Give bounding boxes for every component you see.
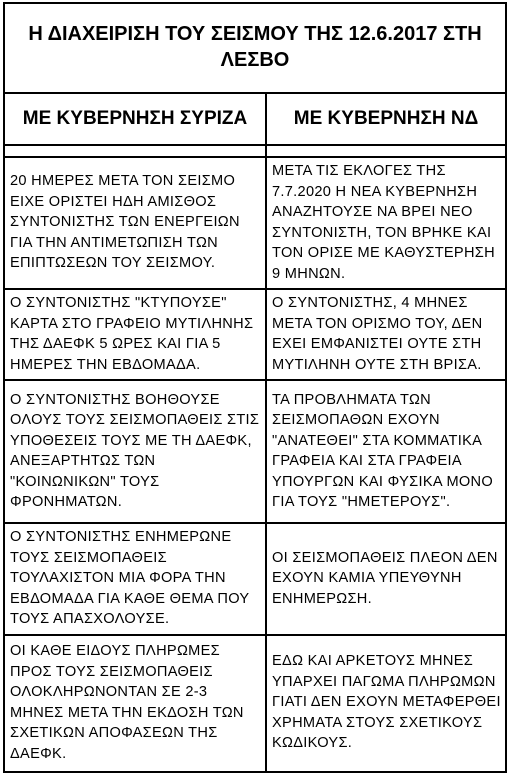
spacer-row xyxy=(4,145,506,157)
header-row xyxy=(4,93,506,145)
comparison-table xyxy=(3,2,507,773)
cell-syriza xyxy=(4,635,266,772)
spacer-cell-left xyxy=(4,145,266,157)
cell-text: Ο ΣΥΝΤΟΝΙΣΤΗΣ ΕΝΗΜΕΡΩΝΕ ΤΟΥΣ ΣΕΙΣΜΟΠΑΘΕΙΣ ΤΟΥΛΑΧΙΣΤΟΝ ΜΙΑ ΦΟΡΑ ΤΗΝ ΕΒΔΟΜΑΔΑ ΓΙΑ ΚΑΘΕ ΘΕΜΑ ΠΟΥ ΤΟΥΣ ΑΠΑΣΧΟΛΟΥΣΕ. xyxy=(10,529,250,627)
column-header-syriza: ΜΕ ΚΥΒΕΡΝΗΣΗ ΣΥΡΙΖΑ xyxy=(4,93,266,145)
cell-syriza xyxy=(4,523,266,635)
table-row xyxy=(4,635,506,772)
cell-syriza xyxy=(4,289,266,380)
cell-text: ΜΕΤΑ ΤΙΣ ΕΚΛΟΓΕΣ ΤΗΣ 7.7.2020 Η ΝΕΑ ΚΥΒΕΡΝΗΣΗ ΑΝΑΖΗΤΟΥΣΕ ΝΑ ΒΡΕΙ ΝΕΟ ΣΥΝΤΟΝΙΣΤΗ, ΤΟΝ ΒΡΗΚΕ ΚΑΙ ΤΟΝ ΟΡΙΣΕ ΜΕ ΚΑΘΥΣΤΕΡΗΣΗ 9 ΜΗΝΩΝ. xyxy=(272,163,495,282)
cell-text: ΟΙ ΚΑΘΕ ΕΙΔΟΥΣ ΠΛΗΡΩΜΕΣ ΠΡΟΣ ΤΟΥΣ ΣΕΙΣΜΟΠΑΘΕΙΣ ΟΛΟΚΛΗΡΩΝΟΝΤΑΝ ΣΕ 2-3 ΜΗΝΕΣ ΜΕΤΑ ΤΗΝ ΕΚΔΟΣΗ ΤΩΝ ΣΧΕΤΙΚΩΝ ΑΠΟΦΑΣΕΩΝ ΤΗΣ ΔΑΕΦΚ. xyxy=(10,643,244,762)
table-row xyxy=(4,157,506,289)
spacer-cell-right xyxy=(266,145,506,157)
cell-text: Ο ΣΥΝΤΟΝΙΣΤΗΣ ΒΟΗΘΟΥΣΕ ΟΛΟΥΣ ΤΟΥΣ ΣΕΙΣΜΟΠΑΘΕΙΣ ΣΤΙΣ ΥΠΟΘΕΣΕΙΣ ΤΟΥΣ ΜΕ ΤΗ ΔΑΕΦΚ, ΑΝΕΞΑΡΤΗΤΩΣ ΤΩΝ "ΚΟΙΝΩΝΙΚΩΝ" ΤΟΥΣ ΦΡΟΝΗΜΑΤΩΝ. xyxy=(10,391,260,510)
cell-syriza xyxy=(4,380,266,523)
cell-text: ΕΔΩ ΚΑΙ ΑΡΚΕΤΟΥΣ ΜΗΝΕΣ ΥΠΑΡΧΕΙ ΠΑΓΩΜΑ ΠΛΗΡΩΜΩΝ ΓΙΑΤΙ ΔΕΝ ΕΧΟΥΝ ΜΕΤΑΦΕΡΘΕΙ ΧΡΗΜΑΤΑ ΣΤΟΥΣ ΣΧΕΤΙΚΟΥΣ ΚΩΔΙΚΟΥΣ. xyxy=(272,653,501,752)
cell-nd xyxy=(266,380,506,523)
cell-nd xyxy=(266,635,506,772)
cell-syriza xyxy=(4,157,266,289)
table-title: Η ΔΙΑΧΕΙΡΙΣΗ ΤΟΥ ΣΕΙΣΜΟΥ ΤΗΣ 12.6.2017 ΣΤΗ ΛΕΣΒΟ xyxy=(4,3,506,93)
table-row xyxy=(4,523,506,635)
cell-nd xyxy=(266,157,506,289)
cell-text: ΟΙ ΣΕΙΣΜΟΠΑΘΕΙΣ ΠΛΕΟΝ ΔΕΝ ΕΧΟΥΝ ΚΑΜΙΑ ΥΠΕΥΘΥΝΗ ΕΝΗΜΕΡΩΣΗ. xyxy=(272,549,498,607)
table-row xyxy=(4,289,506,380)
cell-text: 20 ΗΜΕΡΕΣ ΜΕΤΑ ΤΟΝ ΣΕΙΣΜΟ ΕΙΧΕ ΟΡΙΣΤΕΙ ΗΔΗ ΑΜΙΣΘΟΣ ΣΥΝΤΟΝΙΣΤΗΣ ΤΩΝ ΕΝΕΡΓΕΙΩΝ ΓΙΑ ΤΗΝ ΑΝΤΙΜΕΤΩΠΙΣΗ ΤΩΝ ΕΠΙΠΤΩΣΕΩΝ ΤΟΥ ΣΕΙΣΜΟΥ. xyxy=(10,173,240,272)
cell-text: Ο ΣΥΝΤΟΝΙΣΤΗΣ, 4 ΜΗΝΕΣ ΜΕΤΑ ΤΟΝ ΟΡΙΣΜΟ ΤΟΥ, ΔΕΝ ΕΧΕΙ ΕΜΦΑΝΙΣΤΕΙ ΟΥΤΕ ΣΤΗ ΜΥΤΙΛΗΝΗ ΟΥΤΕ ΣΤΗ ΒΡΙΣΑ. xyxy=(272,295,483,373)
table-row xyxy=(4,380,506,523)
cell-nd xyxy=(266,523,506,635)
column-header-nd: ΜΕ ΚΥΒΕΡΝΗΣΗ ΝΔ xyxy=(266,93,506,145)
cell-text: Ο ΣΥΝΤΟΝΙΣΤΗΣ "ΚΤΥΠΟΥΣΕ" ΚΑΡΤΑ ΣΤΟ ΓΡΑΦΕΙΟ ΜΥΤΙΛΗΝΗΣ ΤΗΣ ΔΑΕΦΚ 5 ΩΡΕΣ ΚΑΙ ΓΙΑ 5 ΗΜΕΡΕΣ ΤΗΝ ΕΒΔΟΜΑΔΑ. xyxy=(10,295,254,373)
title-row xyxy=(4,3,506,93)
cell-text: ΤΑ ΠΡΟΒΛΗΜΑΤΑ ΤΩΝ ΣΕΙΣΜΟΠΑΘΩΝ ΕΧΟΥΝ "ΑΝΑΤΕΘΕΙ" ΣΤΑ ΚΟΜΜΑΤΙΚΑ ΓΡΑΦΕΙΑ ΚΑΙ ΣΤΑ ΓΡΑΦΕΙΑ ΥΠΟΥΡΓΩΝ ΚΑΙ ΦΥΣΙΚΑ ΜΟΝΟ ΓΙΑ ΤΟΥΣ "ΗΜΕΤΕΡΟΥΣ". xyxy=(272,391,494,510)
cell-nd xyxy=(266,289,506,380)
